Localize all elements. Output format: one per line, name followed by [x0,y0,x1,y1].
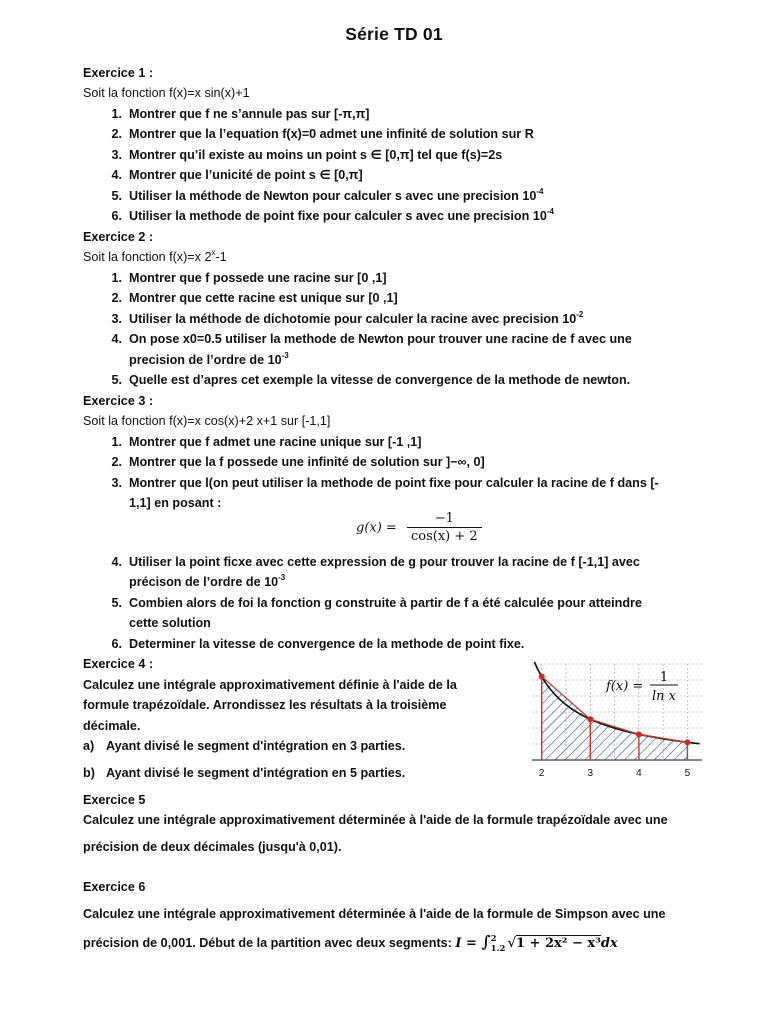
ex2-item-2: Montrer que cette racine est unique sur [0 ,1] [129,291,398,305]
ex5-line-2: précision de deux décimales (jusqu'à 0,01). [83,840,342,854]
ex1-item-6-exponent: -4 [546,207,554,216]
ex2-item-3 [129,309,583,329]
exercise-1-intro: Soit la fonction f(x)=x sin(x)+1 [83,86,250,100]
fx-label-lhs: f(x) = [606,679,644,694]
ex4-item-a: Ayant divisé le segment d'intégration en 3 parties. [106,739,406,753]
integral-lhs: I = [455,936,477,951]
ex3-item-6: Determiner la vitesse de convergence de la methode de point fixe. [129,637,525,651]
page-title: Série TD 01 [345,24,443,44]
ex1-item-6-text: Utiliser la methode de point fixe pour calculer s avec une precision 10 [129,209,547,223]
ex1-item-5-num: 5. [111,189,122,203]
ex5-line-1: Calculez une intégrale approximativement déterminée à l'aide de la formule trapézoïdale avec une [83,813,668,827]
ex3-item-5-continuation: cette solution [129,616,211,630]
ex3-item-3-continuation: 1,1] en posant : [129,496,222,510]
ex1-item-4: Montrer que l’unicité de point s ∈ [0,π] [129,168,363,182]
ex1-item-1-num: 1. [111,107,122,121]
ex2-item-3-text: Utiliser la méthode de dichotomie pour calculer la racine avec precision 10 [129,312,577,326]
ex1-item-5-exponent: -4 [536,187,544,196]
ex3-item-1-num: 1. [111,435,122,449]
ex3-item-4-continuation [129,572,285,592]
fx-label-denominator: ln x [652,689,676,704]
exercise-6-heading: Exercice 6 [83,880,146,894]
ex2-intro-tail: -1 [215,250,227,264]
ex1-item-2: Montrer que la l’equation f(x)=0 admet une infinité de solution sur R [129,127,534,141]
ex6-line-2 [83,932,618,954]
data-point-2 [539,674,545,680]
exercise-2-heading: Exercice 2 : [83,230,154,244]
ex2-item-5-num: 5. [111,373,122,387]
ex4-item-b: Ayant divisé le segment d'intégration en 5 parties. [106,766,406,780]
ex1-item-1: Montrer que f ne s’annule pas sur [-π,π] [129,107,370,121]
ex2-item-4-num: 4. [111,332,122,346]
data-point-4 [636,731,642,737]
ex2-item-4-exponent: -3 [281,351,289,360]
ex2-item-3-exponent: -2 [576,310,584,319]
sqrt-sign: √ [507,936,516,951]
ex1-item-2-num: 2. [111,127,122,141]
g-formula-denominator: cos(x) + 2 [410,529,478,544]
x-tick-label: 5 [684,768,691,779]
ex3-item-4-cont-text: précison de l’ordre de 10 [129,575,279,589]
ex3-item-5: Combien alors de foi la fonction g construite à partir de f a été calculée pour atteindre [129,596,642,610]
ex2-item-1: Montrer que f possede une racine sur [0 ,1] [129,271,387,285]
ex4-text-line-2: formule trapézoïdale. Arrondissez les résultats à la troisième [83,698,447,712]
x-tick-label: 2 [538,768,545,779]
ex1-item-3: Montrer qu’il existe au moins un point s ∈ [0,π] tel que f(s)=2s [129,148,503,162]
integral-sign: ∫ [481,932,491,951]
ex3-item-4-exponent: -3 [278,573,286,582]
exercise-3-intro: Soit la fonction f(x)=x cos(x)+2 x+1 sur [-1,1] [83,414,331,428]
ex3-item-4-num: 4. [111,555,122,569]
ex2-item-2-num: 2. [111,291,122,305]
ex2-item-5: Quelle est d’apres cet exemple la vitesse de convergence de la methode de newton. [129,373,631,387]
ex2-item-4: On pose x0=0.5 utiliser la methode de Newton pour trouver une racine de f avec une [129,332,632,346]
exercise-2-intro [83,247,227,267]
ex2-item-4-continuation [129,350,289,370]
ex6-line-2-text: précision de 0,001. Début de la partition avec deux segments: [83,936,456,950]
g-formula [356,510,482,546]
ex2-intro-exponent: x [211,248,216,257]
ex3-item-1: Montrer que f admet une racine unique sur [-1 ,1] [129,435,422,449]
ex3-item-3: Montrer que l(on peut utiliser la methode de point fixe pour calculer la racine de f dans [- [129,476,659,490]
trapezoid-graph [526,660,706,784]
data-point-3 [587,716,593,722]
ex4-item-b-num: b) [83,766,95,780]
ex1-item-5-text: Utiliser la méthode de Newton pour calculer s avec une precision 10 [129,189,537,203]
integral-upper-bound: 2 [490,933,497,944]
graph-tick-labels [539,768,691,779]
exercise-1-heading: Exercice 1 : [83,66,154,80]
ex3-item-5-num: 5. [111,596,122,610]
integral-lower-bound: 1.2 [490,943,506,954]
ex1-item-3-num: 3. [111,148,122,162]
ex2-item-3-num: 3. [111,312,122,326]
ex4-item-a-num: a) [83,739,95,753]
exercise-3-heading: Exercice 3 : [83,394,154,408]
exercise-5-heading: Exercice 5 [83,793,146,807]
ex6-line-1: Calculez une intégrale approximativement déterminée à l'aide de la formule de Simpson avec une [83,907,666,921]
integral-dx: dx [600,936,618,951]
ex3-item-2: Montrer que la f possede une infinité de solution sur ]−∞, 0] [129,455,485,469]
ex4-text-line-1: Calculez une intégrale approximativement définie à l'aide de la [83,678,457,692]
g-formula-fraction [407,510,482,546]
ex1-item-6-num: 6. [111,209,122,223]
ex2-item-1-num: 1. [111,271,122,285]
ex3-item-2-num: 2. [111,455,122,469]
x-tick-label: 4 [636,768,642,779]
fx-label [605,670,678,704]
fx-label-numerator: 1 [659,670,669,685]
ex1-item-6 [129,206,554,226]
data-point-5 [684,739,690,745]
ex2-intro-text: Soit la fonction f(x)=x 2 [83,250,212,264]
ex3-item-6-num: 6. [111,637,122,651]
ex3-item-4: Utiliser la point ficxe avec cette expression de g pour trouver la racine de f [-1,1] avec [129,555,640,569]
ex1-item-4-num: 4. [111,168,122,182]
integrand: 1 + 2x² − x³ [515,936,601,951]
x-tick-label: 3 [587,768,594,779]
ex2-item-4-cont-text: precision de l’ordre de 10 [129,353,282,367]
ex4-text-line-3: décimale. [83,719,141,733]
g-formula-lhs: g(x) = [356,520,397,536]
ex3-item-3-num: 3. [111,476,122,490]
simpson-integral [455,932,618,954]
ex1-item-5 [129,186,543,206]
g-formula-numerator: −1 [407,510,482,528]
exercise-4-heading: Exercice 4 : [83,657,154,671]
